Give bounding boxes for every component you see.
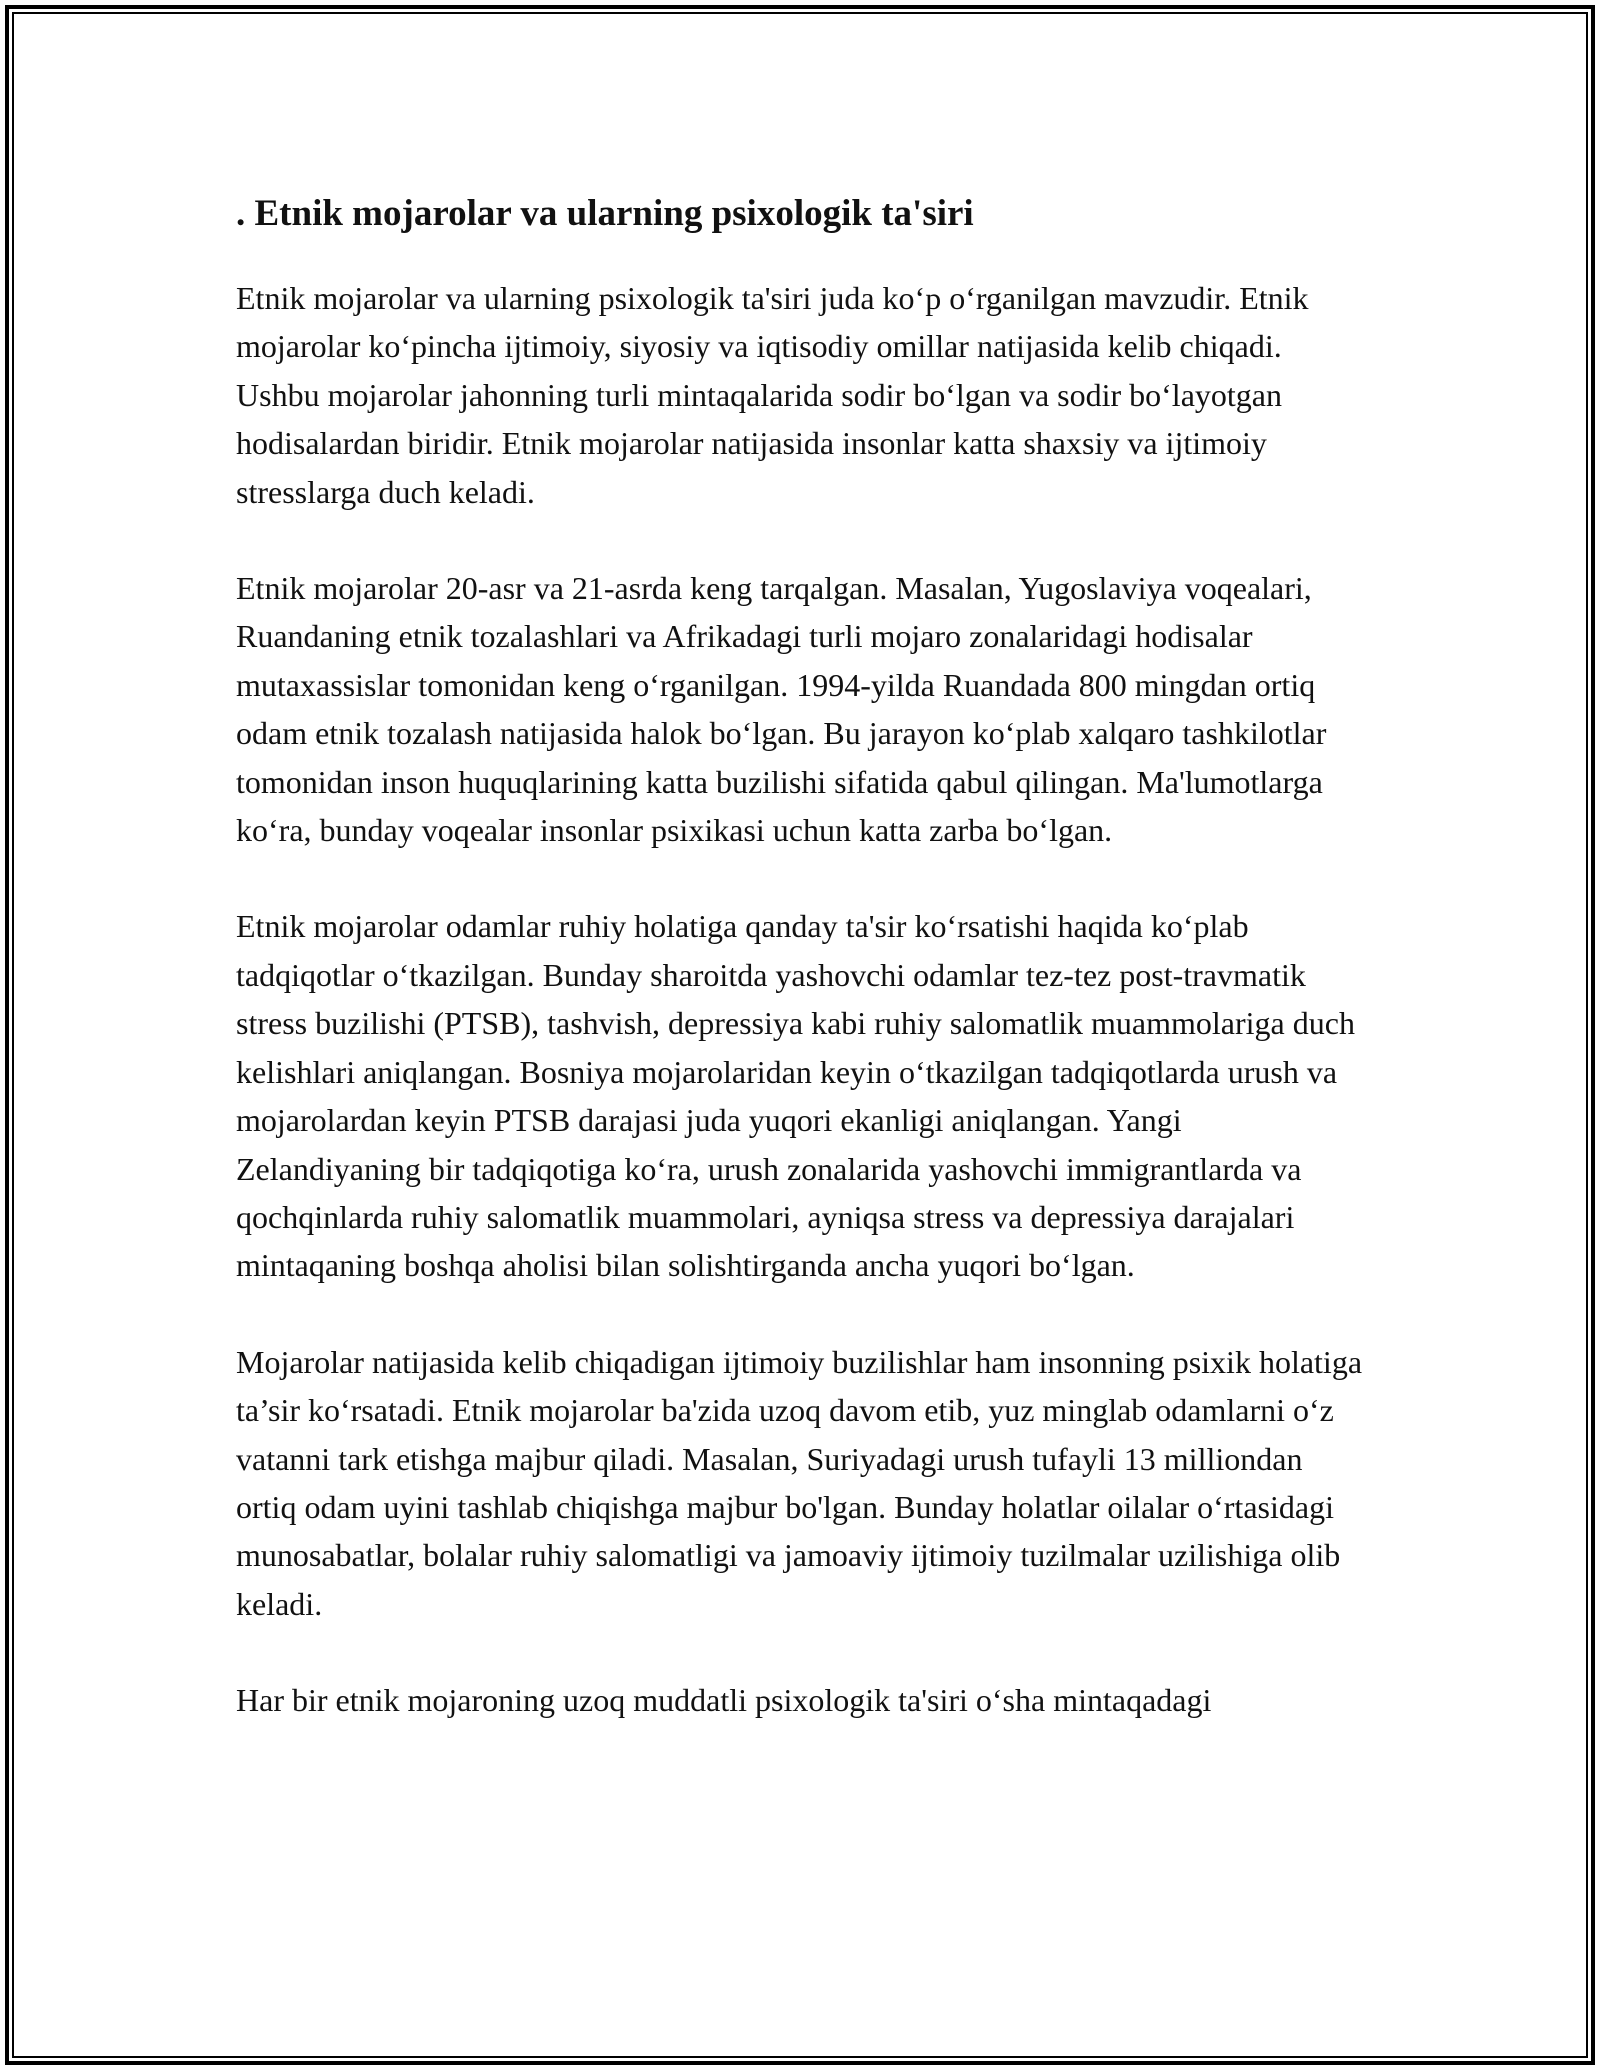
document-body	[236, 190, 1366, 1773]
paragraph-5: Har bir etnik mojaroning uzoq muddatli psixologik ta'siri o‘sha mintaqadagi	[236, 1682, 1212, 1719]
paragraph-1: Etnik mojarolar va ularning psixologik ta'siri juda ko‘p o‘rganilgan mavzudir. Etnik mojarolar ko‘pincha ijtimoiy, siyosiy va iqtisodiy omillar natijasida kelib chiqadi. Ushbu mojarolar jahonning turli mintaqalarida sodir bo‘lgan va sodir bo‘layotgan hodisalardan biridir. Etnik mojarolar natijasida insonlar katta shaxsiy va ijtimoiy stresslarga duch keladi.	[236, 280, 1309, 510]
paragraph-3: Etnik mojarolar odamlar ruhiy holatiga qanday ta'sir ko‘rsatishi haqida ko‘plab tadqiqotlar o‘tkazilgan. Bunday sharoitda yashovchi odamlar tez-tez post-travmatik stress buzilishi (PTSB), tashvish, depressiya kabi ruhiy salomatlik muammolariga duch kelishlari aniqlangan. Bosniya mojarolaridan keyin o‘tkazilgan tadqiqotlarda urush va mojarolardan keyin PTSB darajasi juda yuqori ekanligi aniqlangan. Yangi Zelandiyaning bir tadqiqotiga ko‘ra, urush zonalarida yashovchi immigrantlarda va qochqinlarda ruhiy salomatlik muammolari, ayniqsa stress va depressiya darajalari mintaqaning boshqa aholisi bilan solishtirganda ancha yuqori bo‘lgan.	[236, 908, 1355, 1284]
section-title: . Etnik mojarolar va ularning psixologik ta'siri	[236, 193, 974, 234]
paragraph-2: Etnik mojarolar 20-asr va 21-asrda keng tarqalgan. Masalan, Yugoslaviya voqealari, Ruandaning etnik tozalashlari va Afrikadagi turli mojaro zonalaridagi hodisalar mutaxassislar tomonidan keng o‘rganilgan. 1994-yilda Ruandada 800 mingdan ortiq odam etnik tozalash natijasida halok bo‘lgan. Bu jarayon ko‘plab xalqaro tashkilotlar tomonidan inson huquqlarining katta buzilishi sifatida qabul qilingan. Ma'lumotlarga ko‘ra, bunday voqealar insonlar psixikasi uchun katta zarba bo‘lgan.	[236, 570, 1327, 849]
paragraph-4: Mojarolar natijasida kelib chiqadigan ijtimoiy buzilishlar ham insonning psixik holatiga ta’sir ko‘rsatadi. Etnik mojarolar ba'zida uzoq davom etib, yuz minglab odamlarni o‘z vatanni tark etishga majbur qiladi. Masalan, Suriyadagi urush tufayli 13 milliondan ortiq odam uyini tashlab chiqishga majbur bo'lgan. Bunday holatlar oilalar o‘rtasidagi munosabatlar, bolalar ruhiy salomatligi va jamoaviy ijtimoiy tuzilmalar uzilishiga olib keladi.	[236, 1343, 1363, 1622]
